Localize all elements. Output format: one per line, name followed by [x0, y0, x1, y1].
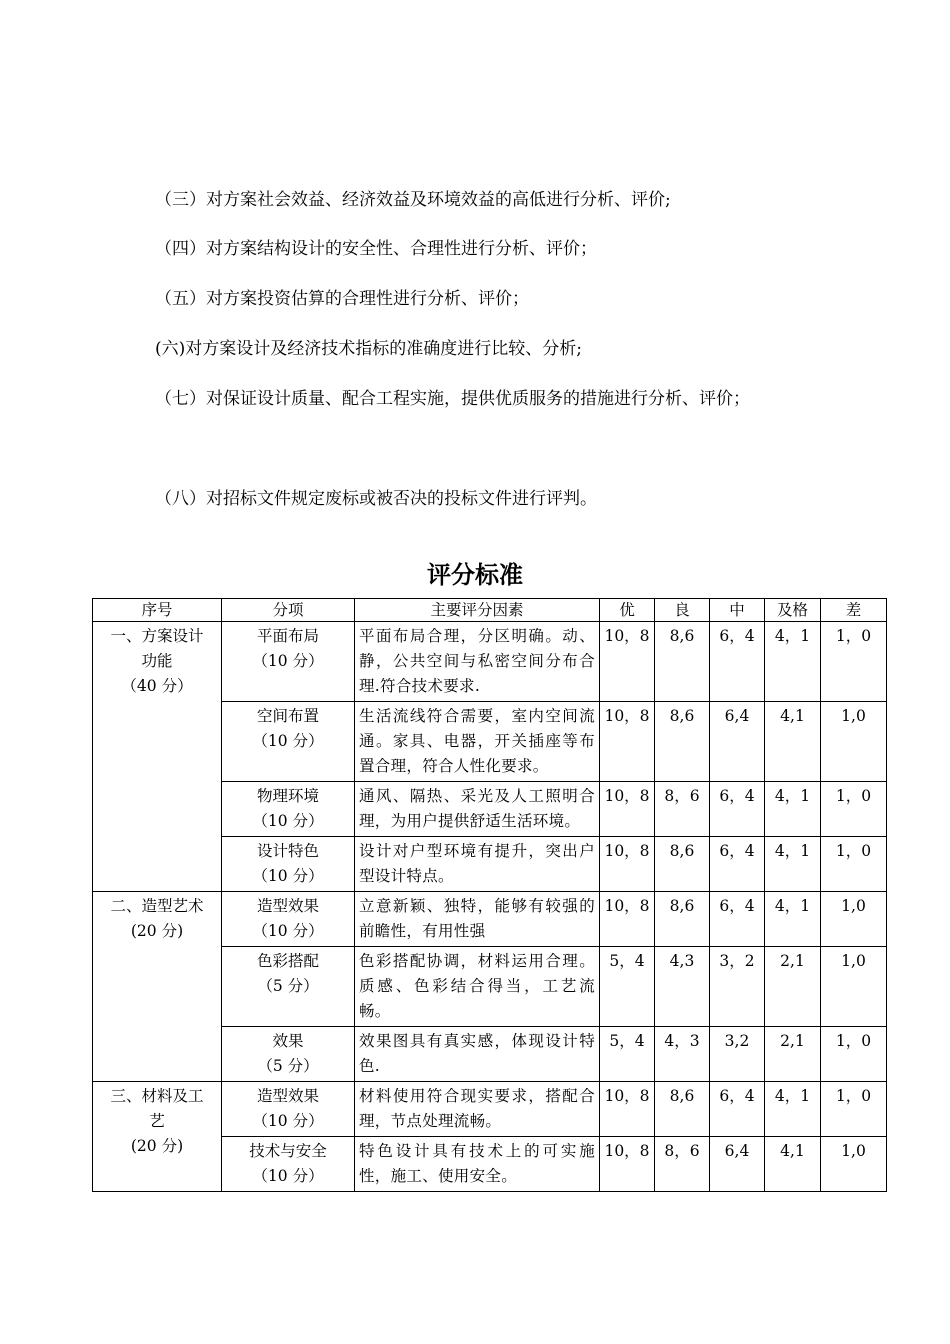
score-excellent: 10，8	[600, 782, 655, 837]
score-good: 8,6	[655, 837, 710, 892]
header-cell: 主要评分因素	[355, 599, 600, 622]
header-row	[93, 599, 887, 622]
score-medium: 3,2	[710, 1027, 765, 1082]
score-good: 8,6	[655, 622, 710, 702]
item-cell	[222, 622, 355, 702]
header-cell: 差	[821, 599, 887, 622]
score-good: 4,3	[655, 947, 710, 1027]
item-points: （5 分）	[257, 1057, 319, 1075]
item-points: （10 分）	[252, 732, 324, 750]
score-pass: 4，1	[765, 782, 821, 837]
score-medium: 6，4	[710, 622, 765, 702]
item-name: 设计特色	[256, 842, 319, 860]
paragraph-6: (六)对方案设计及经济技术指标的准确度进行比较、分析;	[155, 339, 582, 359]
score-medium: 6，4	[710, 1082, 765, 1137]
score-excellent: 10，8	[600, 702, 655, 782]
item-points: （5 分）	[257, 977, 319, 995]
item-name: 空间布置	[256, 707, 319, 725]
table-row	[93, 1082, 887, 1137]
group-name-line: 一、方案设计	[110, 627, 204, 645]
group-name-line: 艺	[149, 1112, 165, 1130]
score-good: 8,6	[655, 892, 710, 947]
group-cell	[93, 1082, 222, 1192]
score-medium: 6，4	[710, 837, 765, 892]
description-cell: 通风、隔热、采光及人工照明合理，为用户提供舒适生活环境。	[355, 782, 600, 837]
score-poor: 1，0	[821, 782, 887, 837]
score-poor: 1,0	[821, 1137, 887, 1192]
description-cell: 效果图具有真实感，体现设计特色.	[355, 1027, 600, 1082]
score-poor: 1,0	[821, 947, 887, 1027]
score-excellent: 5，4	[600, 1027, 655, 1082]
item-cell	[222, 702, 355, 782]
group-name-line: 功能	[141, 652, 173, 670]
table-row	[93, 892, 887, 947]
score-poor: 1，0	[821, 1027, 887, 1082]
score-excellent: 10，8	[600, 892, 655, 947]
group-name-line: (20 分)	[130, 1137, 184, 1155]
item-name: 平面布局	[256, 627, 319, 645]
table-row	[93, 622, 887, 702]
item-name: 色彩搭配	[256, 952, 319, 970]
score-pass: 4，1	[765, 622, 821, 702]
score-medium: 3，2	[710, 947, 765, 1027]
group-name-line: （40 分）	[121, 677, 193, 695]
item-cell	[222, 782, 355, 837]
item-points: （10 分）	[252, 867, 324, 885]
score-excellent: 5，4	[600, 947, 655, 1027]
header-cell: 序号	[93, 599, 222, 622]
item-cell	[222, 947, 355, 1027]
score-medium: 6,4	[710, 702, 765, 782]
description-cell: 立意新颖、独特，能够有较强的前瞻性，有用性强	[355, 892, 600, 947]
item-points: （10 分）	[252, 922, 324, 940]
item-name: 技术与安全	[249, 1142, 327, 1160]
description-cell: 特色设计具有技术上的可实施性，施工、使用安全。	[355, 1137, 600, 1192]
score-medium: 6，4	[710, 892, 765, 947]
description-cell: 生活流线符合需要，室内空间流通。家具、电器，开关插座等布置合理，符合人性化要求。	[355, 702, 600, 782]
score-good: 8,6	[655, 702, 710, 782]
item-cell	[222, 892, 355, 947]
score-good: 4，3	[655, 1027, 710, 1082]
item-points: （10 分）	[252, 812, 324, 830]
score-pass: 4，1	[765, 837, 821, 892]
scoring-table	[92, 598, 887, 1192]
paragraph-3: （三）对方案社会效益、经济效益及环境效益的高低进行分析、评价;	[155, 190, 671, 210]
header-cell: 分项	[222, 599, 355, 622]
score-poor: 1，0	[821, 837, 887, 892]
group-cell	[93, 892, 222, 1082]
paragraph-8: （八）对招标文件规定废标或被否决的投标文件进行评判。	[155, 489, 597, 509]
item-cell	[222, 1137, 355, 1192]
group-name-line: (20 分)	[130, 922, 184, 940]
header-cell: 及格	[765, 599, 821, 622]
paragraph-7: （七）对保证设计质量、配合工程实施，提供优质服务的措施进行分析、评价；	[155, 389, 750, 409]
score-poor: 1,0	[821, 892, 887, 947]
score-excellent: 10，8	[600, 837, 655, 892]
score-excellent: 10，8	[600, 1082, 655, 1137]
group-cell	[93, 622, 222, 892]
score-good: 8，6	[655, 1137, 710, 1192]
header-cell: 中	[710, 599, 765, 622]
item-cell	[222, 837, 355, 892]
description-cell: 材料使用符合现实要求，搭配合理，节点处理流畅。	[355, 1082, 600, 1137]
description-cell: 色彩搭配协调，材料运用合理。质感、色彩结合得当，工艺流畅。	[355, 947, 600, 1027]
description-cell: 平面布局合理，分区明确。动、静，公共空间与私密空间分布合理.符合技术要求.	[355, 622, 600, 702]
paragraph-4: （四）对方案结构设计的安全性、合理性进行分析、评价；	[155, 239, 597, 259]
score-pass: 4,1	[765, 702, 821, 782]
score-excellent: 10，8	[600, 622, 655, 702]
item-cell	[222, 1082, 355, 1137]
item-name: 物理环境	[256, 787, 319, 805]
score-pass: 4，1	[765, 892, 821, 947]
score-good: 8,6	[655, 1082, 710, 1137]
group-name-line: 二、造型艺术	[110, 897, 204, 915]
paragraph-5: （五）对方案投资估算的合理性进行分析、评价；	[155, 289, 529, 309]
header-cell: 优	[600, 599, 655, 622]
score-medium: 6，4	[710, 782, 765, 837]
header-cell: 良	[655, 599, 710, 622]
item-name: 效果	[272, 1032, 304, 1050]
item-name: 造型效果	[256, 1087, 319, 1105]
score-excellent: 10，8	[600, 1137, 655, 1192]
score-good: 8，6	[655, 782, 710, 837]
score-poor: 1,0	[821, 702, 887, 782]
group-name-line: 三、材料及工	[110, 1087, 204, 1105]
score-poor: 1，0	[821, 1082, 887, 1137]
score-medium: 6,4	[710, 1137, 765, 1192]
description-cell: 设计对户型环境有提升，突出户型设计特点。	[355, 837, 600, 892]
score-poor: 1，0	[821, 622, 887, 702]
table-title: 评分标准	[427, 560, 523, 589]
item-points: （10 分）	[252, 1167, 324, 1185]
item-points: （10 分）	[252, 1112, 324, 1130]
score-pass: 4，1	[765, 1082, 821, 1137]
item-cell	[222, 1027, 355, 1082]
score-pass: 2,1	[765, 1027, 821, 1082]
score-pass: 2,1	[765, 947, 821, 1027]
item-points: （10 分）	[252, 652, 324, 670]
item-name: 造型效果	[256, 897, 319, 915]
score-pass: 4,1	[765, 1137, 821, 1192]
